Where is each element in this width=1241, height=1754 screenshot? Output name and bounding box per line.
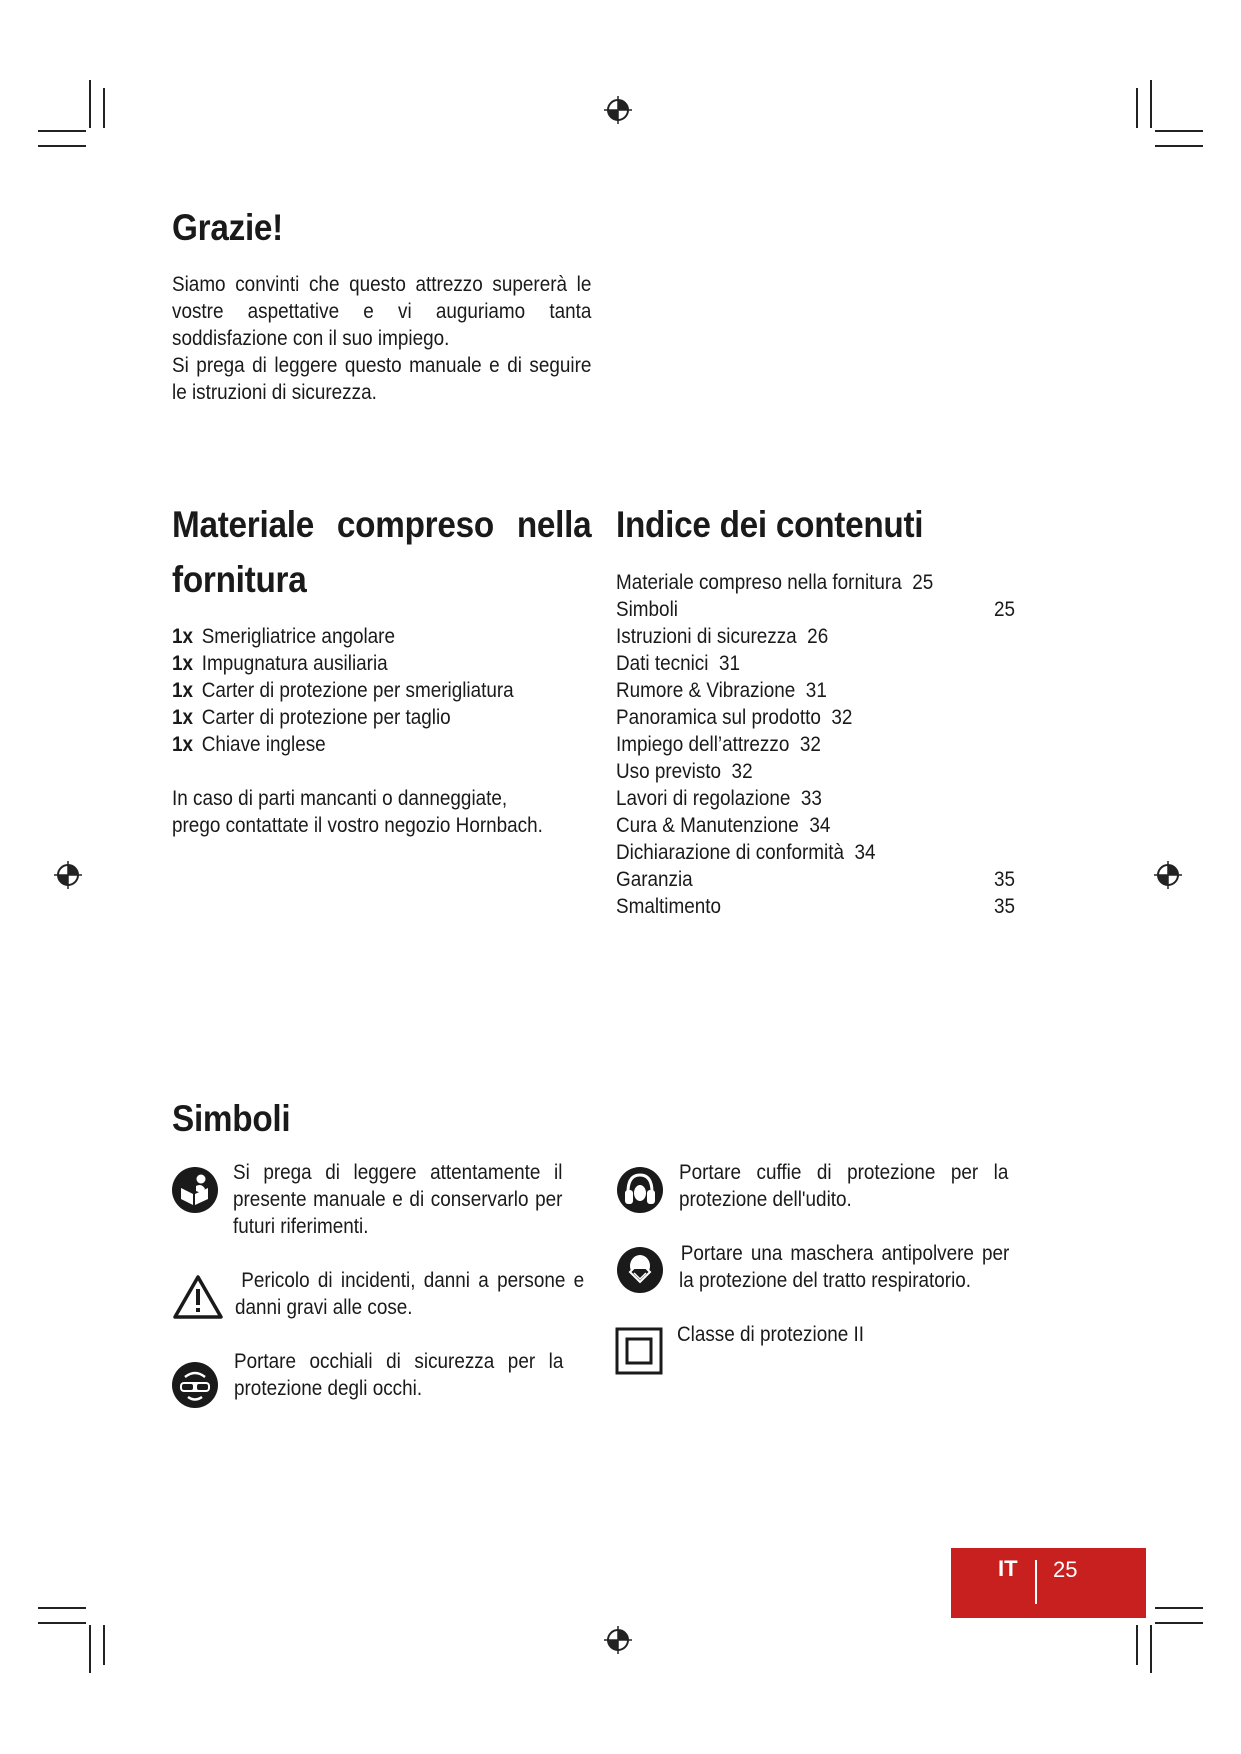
toc-entry[interactable]: [616, 704, 1057, 731]
protection-class-2-icon: [615, 1327, 663, 1375]
toc-entry[interactable]: [616, 677, 1057, 704]
tab-separator: [1035, 1560, 1037, 1604]
toc-page: 32: [831, 706, 853, 729]
page-tab: [951, 1548, 1146, 1618]
toc-label: Simboli: [616, 598, 678, 621]
included-item: [172, 677, 595, 704]
included-note: In caso di parti mancanti o danneggiate, prego contattate il vostro negozio Hornbach.: [172, 787, 543, 837]
toc-label: Smaltimento: [616, 895, 722, 918]
included-qty: 1x: [172, 679, 194, 702]
dust-mask-icon: [616, 1246, 664, 1294]
symbol-text-safety-glasses: Portare occhiali di sicurezza per la protezione degli occhi.: [234, 1350, 564, 1400]
included-section: [172, 623, 595, 839]
toc-entry[interactable]: [616, 893, 1057, 920]
included-qty: 1x: [172, 652, 194, 675]
included-qty: 1x: [172, 625, 194, 648]
toc-page: 33: [800, 787, 822, 810]
language-code: IT: [998, 1556, 1018, 1581]
thanks-paragraph-1: Siamo convinti che questo attrezzo supererà le vostre aspettative e vi auguriamo tanta soddisfazione con il suo impiego.: [172, 273, 592, 350]
included-name: Chiave inglese: [201, 733, 326, 756]
read-manual-icon: [171, 1166, 219, 1214]
toc-page: 25: [994, 598, 1016, 621]
toc-page: 35: [994, 895, 1016, 918]
toc-entry[interactable]: [616, 731, 1057, 758]
included-item: [172, 650, 595, 677]
symbol-text-protection-class: Classe di protezione II: [677, 1323, 865, 1346]
toc-page: 34: [809, 814, 831, 837]
included-name: Smerigliatrice angolare: [201, 625, 396, 648]
toc-entry[interactable]: [616, 812, 1057, 839]
ear-protection-icon: [616, 1166, 664, 1214]
toc-label: Dichiarazione di conformità: [616, 841, 844, 864]
contents-title: Indice dei contenuti: [616, 504, 924, 545]
toc-label: Uso previsto: [616, 760, 722, 783]
safety-glasses-icon: [171, 1361, 219, 1409]
registration-mark-right: [1153, 860, 1183, 890]
toc-label: Lavori di regolazione: [616, 787, 791, 810]
toc-list: [616, 569, 1057, 920]
included-name: Carter di protezione per smerigliatura: [201, 679, 514, 702]
registration-mark-left: [53, 860, 83, 890]
toc-entry[interactable]: [616, 839, 1057, 866]
toc-page: 32: [799, 733, 821, 756]
toc-label: Panoramica sul prodotto: [616, 706, 821, 729]
toc-page: 25: [912, 571, 934, 594]
toc-page: 31: [805, 679, 827, 702]
toc-label: Cura & Manutenzione: [616, 814, 799, 837]
toc-page: 34: [854, 841, 876, 864]
toc-entry[interactable]: [616, 623, 1057, 650]
included-item: [172, 731, 595, 758]
included-item: [172, 623, 595, 650]
thanks-title: Grazie!: [172, 207, 284, 248]
toc-entry[interactable]: [616, 785, 1057, 812]
toc-label: Dati tecnici: [616, 652, 709, 675]
warning-triangle-icon: [172, 1274, 224, 1320]
thanks-text: [172, 271, 591, 406]
registration-mark-bottom: [603, 1625, 633, 1655]
symbols-title: Simboli: [172, 1098, 291, 1139]
toc-label: Impiego dell’attrezzo: [616, 733, 790, 756]
toc-page: 26: [807, 625, 829, 648]
symbol-text-read-manual: Si prega di leggere attentamente il presente manuale e di conservarlo per futuri riferimenti.: [233, 1161, 563, 1238]
included-title: Materiale compreso nella fornitura: [172, 504, 592, 600]
page-number: 25: [1053, 1557, 1078, 1582]
toc-label: Materiale compreso nella fornitura: [616, 571, 902, 594]
contents-section: [616, 569, 1057, 920]
toc-label: Rumore & Vibrazione: [616, 679, 796, 702]
registration-mark-top: [603, 95, 633, 125]
toc-page: 32: [731, 760, 753, 783]
included-qty: 1x: [172, 733, 194, 756]
symbol-text-warning: Pericolo di incidenti, danni a persone e danni gravi alle cose.: [235, 1269, 585, 1319]
toc-label: Garanzia: [616, 868, 693, 891]
included-list: [172, 623, 595, 758]
thanks-paragraph-2: Si prega di leggere questo manuale e di seguire le istruzioni di sicurezza.: [172, 354, 592, 404]
included-name: Carter di protezione per taglio: [201, 706, 451, 729]
toc-label: Istruzioni di sicurezza: [616, 625, 797, 648]
toc-page: 35: [994, 868, 1016, 891]
toc-entry[interactable]: [616, 569, 1057, 596]
toc-entry[interactable]: [616, 866, 1057, 893]
symbol-text-ear-protection: Portare cuffie di protezione per la protezione dell'udito.: [679, 1161, 1009, 1211]
toc-entry[interactable]: [616, 758, 1057, 785]
symbol-text-dust-mask: Portare una maschera antipolvere per la protezione del tratto respiratorio.: [679, 1242, 1010, 1292]
included-item: [172, 704, 595, 731]
toc-entry[interactable]: [616, 650, 1057, 677]
included-qty: 1x: [172, 706, 194, 729]
toc-page: 31: [718, 652, 740, 675]
included-name: Impugnatura ausiliaria: [201, 652, 388, 675]
toc-entry[interactable]: [616, 596, 1057, 623]
